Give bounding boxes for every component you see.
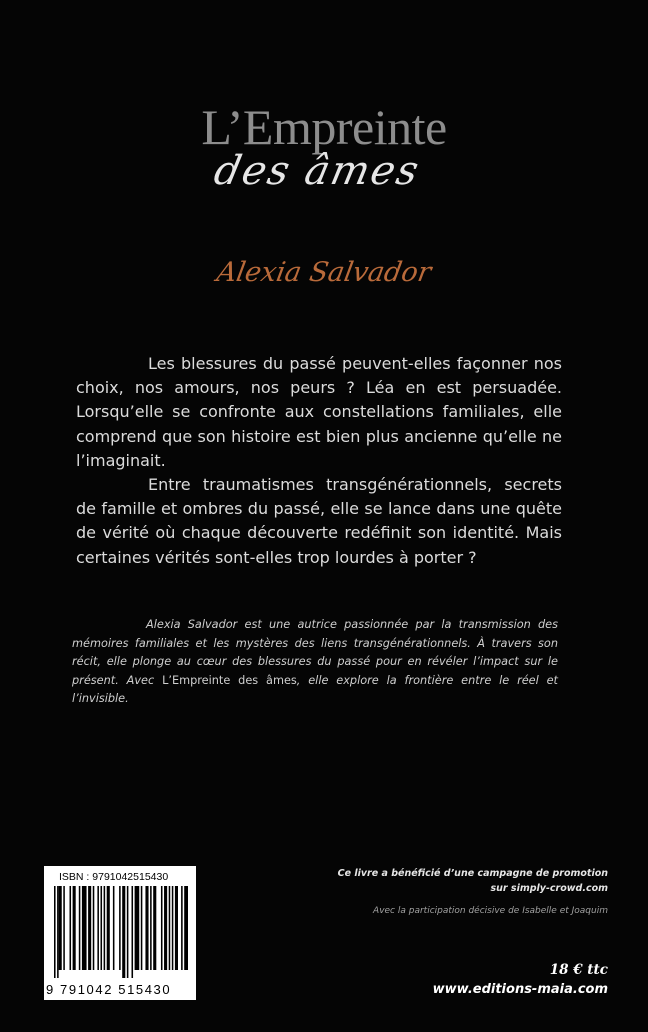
barcode-bar [93,886,95,970]
barcode-bar [88,886,91,970]
bio-part-2: , elle explore la frontière entre le réel et l’invisible. [72,673,558,706]
barcode-bar [107,886,110,970]
author-name: Alexia Salvador [214,257,434,288]
synopsis-paragraph-1: Les blessures du passé peuvent-elles façonner nos choix, nos amours, nos peurs ? Léa en est persuadée. Lorsqu’elle se confronte aux constellations familiales, elle comprend que son histoire est bien plus ancienne qu’elle ne l’imaginait. [76,354,562,470]
barcode-bar [141,886,143,970]
promo-line-2: sur simply-crowd.com [490,883,608,894]
barcode-bar [101,886,103,970]
barcode-bar [79,886,81,970]
synopsis [76,352,562,570]
barcode-bar [97,886,99,970]
price: 18 € ttc [549,962,608,978]
barcode-bar [150,886,152,970]
bio-part-1: Alexia Salvador est une autrice passionnée par la transmission des mémoires familiales et les mystères des liens transgénérationnels. À travers son récit, elle plonge au cœur des blessures du passé pour en révéler l’impact sur le présent. Avec [72,618,558,687]
barcode-bar [63,886,65,970]
barcode-digits: 9 791042 515430 [46,982,172,997]
author-bio [72,616,558,709]
promo-line-1: Ce livre a bénéficié d’une campagne de promotion [337,868,608,879]
barcode-bar [127,886,129,978]
barcode-bar [82,886,87,970]
barcode-bar [59,886,62,970]
barcode-bar [181,886,183,970]
barcode-bar [70,886,72,970]
isbn-label: ISBN : 9791042515430 [59,871,169,883]
book-subtitle: des âmes [210,148,425,194]
barcode-bar [145,886,148,970]
barcode-bar [113,886,115,970]
barcode-bar [57,886,59,978]
barcode [44,866,196,1000]
barcode-bar [119,886,121,970]
synopsis-paragraph-2: Entre traumatismes transgénérationnels, secrets de famille et ombres du passé, elle se lance dans une quête de vérité où chaque découverte redéfinit son identité. Mais certaines vérités sont-elles trop lourdes à porter ? [76,475,562,567]
barcode-bar [164,886,167,970]
book-title: L’Empreinte [201,99,447,155]
participation-note: Avec la participation décisive de Isabelle et Joaquim [373,906,608,916]
barcode-bar [132,886,134,978]
barcode-bar [73,886,76,970]
publisher-website: www.editions-maia.com [432,982,608,997]
bio-book-ref: L’Empreinte des âmes [162,673,297,687]
barcode-bar [161,886,163,970]
barcode-bar [172,886,174,970]
barcode-bar [135,886,140,970]
barcode-bar [122,886,125,978]
barcode-bar [175,886,178,970]
barcode-bar [54,886,56,978]
barcode-bar [153,886,156,970]
barcode-bar [184,886,188,970]
promo-note [338,866,608,896]
barcode-bar [104,886,106,970]
barcode-bar [169,886,171,970]
barcode-bars [52,886,188,978]
